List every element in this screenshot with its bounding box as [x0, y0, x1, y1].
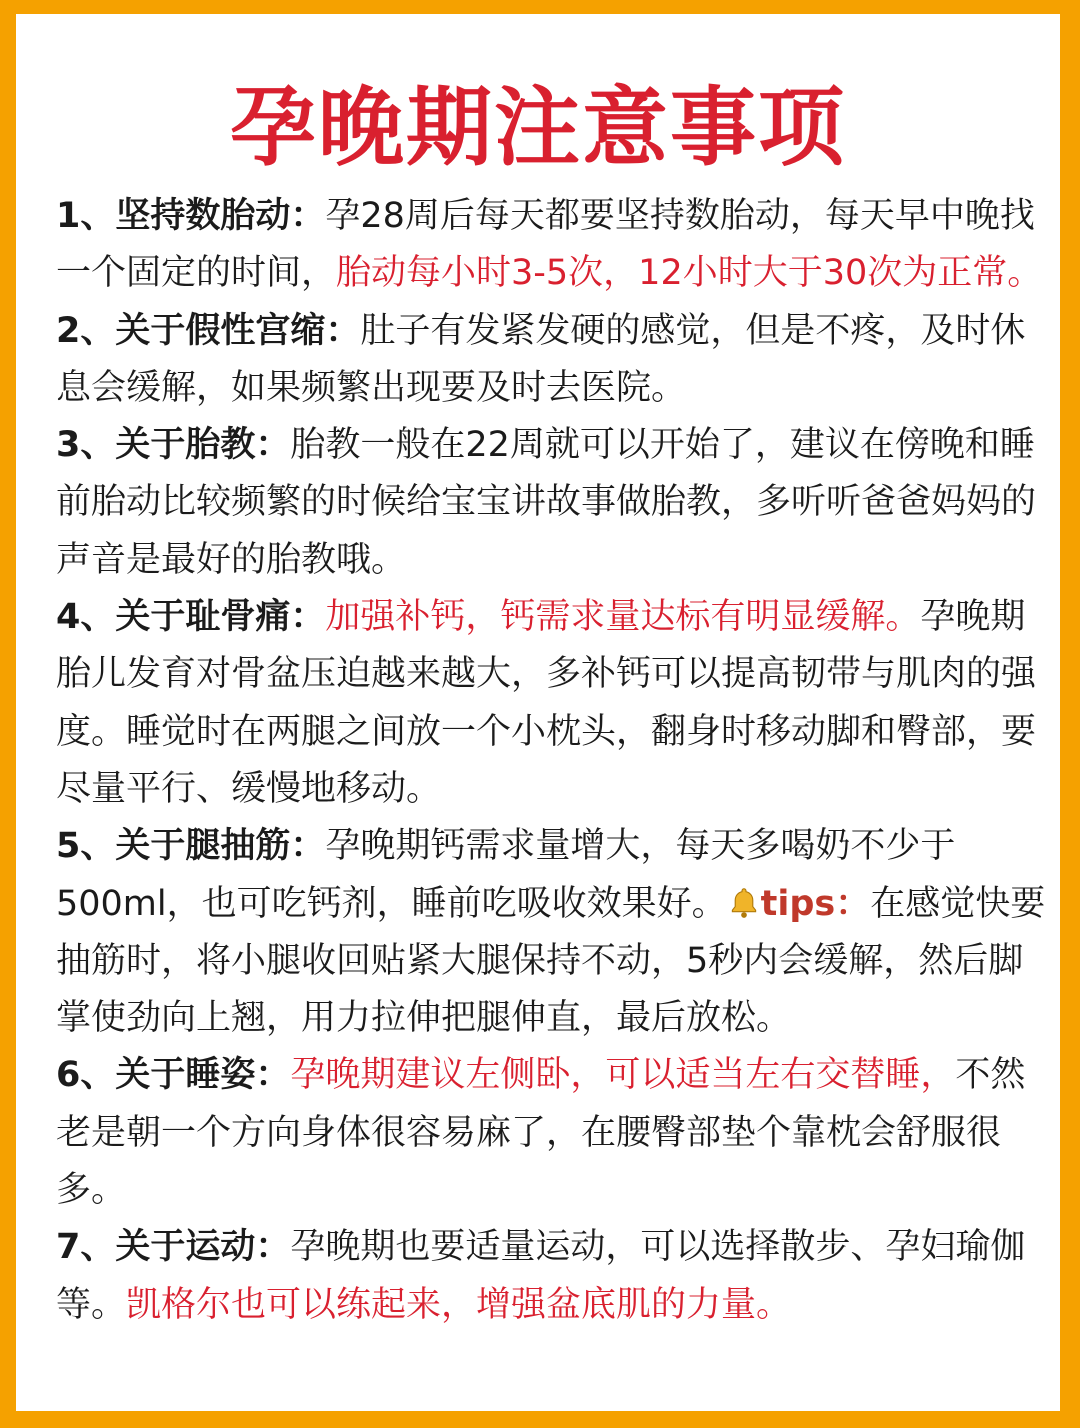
item-text: 孕28周后每天都要坚持数胎动，每天早中晚找一个固定的时间， [56, 196, 1035, 294]
poster-card [16, 14, 1060, 1411]
list-item-5 [56, 818, 1046, 1047]
list-item-1 [56, 188, 1046, 303]
item-highlight: 胎动每小时3-5次，12小时大于30次为正常。 [336, 253, 1043, 294]
list-item-7 [56, 1219, 1046, 1334]
item-text: 孕晚期胎儿发育对骨盆压迫越来越大，多补钙可以提高韧带与肌肉的强度。睡觉时在两腿之间放一个小枕头，翻身时移动脚和臀部，要尽量平行、缓慢地移动。 [56, 597, 1037, 809]
bell-icon [727, 884, 761, 924]
item-text: 不然老是朝一个方向身体很容易麻了，在腰臀部垫个靠枕会舒服很多。 [56, 1055, 1026, 1211]
list-item-3 [56, 417, 1046, 589]
tips-list [56, 188, 1046, 1334]
item-heading: 6、关于睡姿： [56, 1055, 291, 1096]
list-item-2 [56, 303, 1046, 418]
item-highlight: 孕晚期建议左侧卧，可以适当左右交替睡， [290, 1055, 956, 1096]
item-text: 肚子有发紧发硬的感觉，但是不疼，及时休息会缓解，如果频繁出现要及时去医院。 [56, 310, 1026, 408]
list-item-6 [56, 1047, 1046, 1219]
item-highlight: 加强补钙，钙需求量达标有明显缓解。 [325, 597, 921, 638]
item-highlight: 凯格尔也可以练起来，增强盆底肌的力量。 [126, 1284, 792, 1325]
item-heading: 1、坚持数胎动： [56, 196, 326, 236]
item-heading: 4、关于耻骨痛： [56, 597, 326, 638]
item-text: 孕晚期钙需求量增大，每天多喝奶不少于500ml，也可吃钙剂，睡前吃吸收效果好。 [56, 826, 956, 924]
list-item-4 [56, 589, 1046, 818]
page-title: 孕晚期注意事项 [230, 78, 846, 178]
item-text: 胎教一般在22周就可以开始了，建议在傍晚和睡前胎动比较频繁的时候给宝宝讲故事做胎教，多听听爸爸妈妈的声音是最好的胎教哦。 [56, 425, 1037, 580]
item-heading: 5、关于腿抽筋： [56, 826, 326, 867]
item-text: 孕晚期也要适量运动，可以选择散步、孕妇瑜伽等。 [56, 1227, 1026, 1325]
item-text: 在感觉快要抽筋时，将小腿收回贴紧大腿保持不动，5秒内会缓解，然后脚掌使劲向上翘，用力拉伸把腿伸直，最后放松。 [56, 883, 1046, 1039]
item-heading: 2、关于假性宫缩： [56, 310, 361, 351]
tips-label: tips： [760, 883, 871, 924]
item-heading: 7、关于运动： [56, 1227, 291, 1268]
item-heading: 3、关于胎教： [56, 425, 291, 466]
